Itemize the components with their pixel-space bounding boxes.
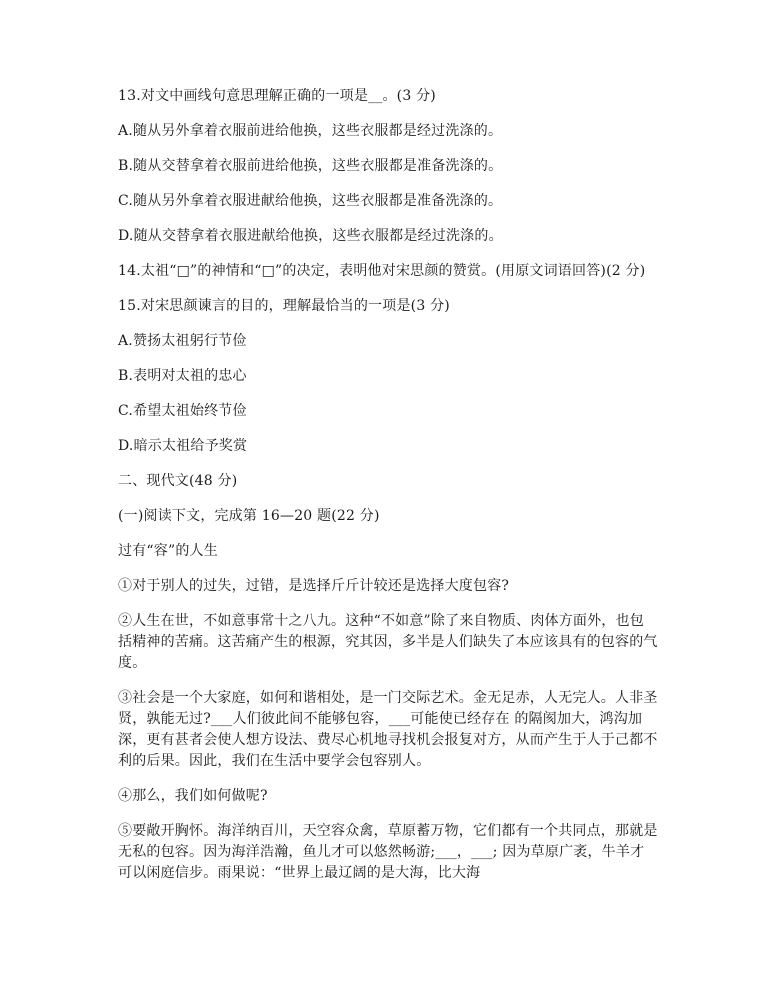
article-paragraph-3: ③社会是一个大家庭，如何和谐相处，是一门交际艺术。金无足赤，人无完人。人非圣贤，孰能无过?___人们彼此间不能够包容，___可能使已经存在 的隔阂加大，鸿沟加深，更有甚者会使人想方设法、费尽心机地寻找机会报复对方，从而产生于人于己都不利的后果。因此，我们在生活中要学会包容别人。 [118, 690, 658, 769]
q15-option-a: A.赞扬太祖躬行节俭 [118, 333, 247, 349]
article-paragraph-2: ②人生在世，不如意事常十之八九。这种“不如意”除了来自物质、肉体方面外，也包括精神的苦痛。这苦痛产生的根源，究其因，多半是人们缺失了本应该具有的包容的气度。 [118, 613, 658, 671]
article-paragraph-5: ⑤要敞开胸怀。海洋纳百川，天空容众禽，草原蓄万物，它们都有一个共同点，那就是无私的包容。因为海洋浩瀚，鱼儿才可以悠然畅游;___，___; 因为草原广袤，牛羊才可以闲庭信步。雨果说：“世界上最辽阔的是大海，比大海 [118, 823, 658, 881]
article-title: 过有“容”的人生 [118, 543, 218, 559]
q13-option-a: A.随从另外拿着衣服前进给他换，这些衣服都是经过洗涤的。 [118, 123, 503, 139]
q15-option-b: B.表明对太祖的忠心 [118, 368, 247, 384]
q15-option-c: C.希望太祖始终节俭 [118, 403, 247, 419]
q15-stem: 15.对宋思颜谏言的目的，理解最恰当的一项是(3 分) [118, 298, 450, 314]
q13-option-d: D.随从交替拿着衣服进献给他换，这些衣服都是经过洗涤的。 [118, 228, 503, 244]
document-page [118, 86, 658, 898]
article-paragraph-1: ①对于别人的过失，过错，是选择斤斤计较还是选择大度包容? [118, 578, 510, 594]
q14-stem: 14.太祖“□”的神情和“□”的决定，表明他对宋思颜的赞赏。(用原文词语回答)(2 分) [118, 263, 646, 279]
q13-option-b: B.随从交替拿着衣服前进给他换，这些衣服都是准备洗涤的。 [118, 158, 503, 174]
q15-option-d: D.暗示太祖给予奖赏 [118, 438, 248, 454]
section-heading: 二、现代文(48 分) [118, 473, 238, 489]
q13-option-c: C.随从另外拿着衣服进献给他换，这些衣服都是准备洗涤的。 [118, 193, 503, 209]
q13-stem: 13.对文中画线句意思理解正确的一项是__。(3 分) [118, 88, 436, 104]
section-subheading: (一)阅读下文，完成第 16—20 题(22 分) [118, 508, 380, 524]
article-paragraph-4: ④那么，我们如何做呢? [118, 788, 268, 804]
